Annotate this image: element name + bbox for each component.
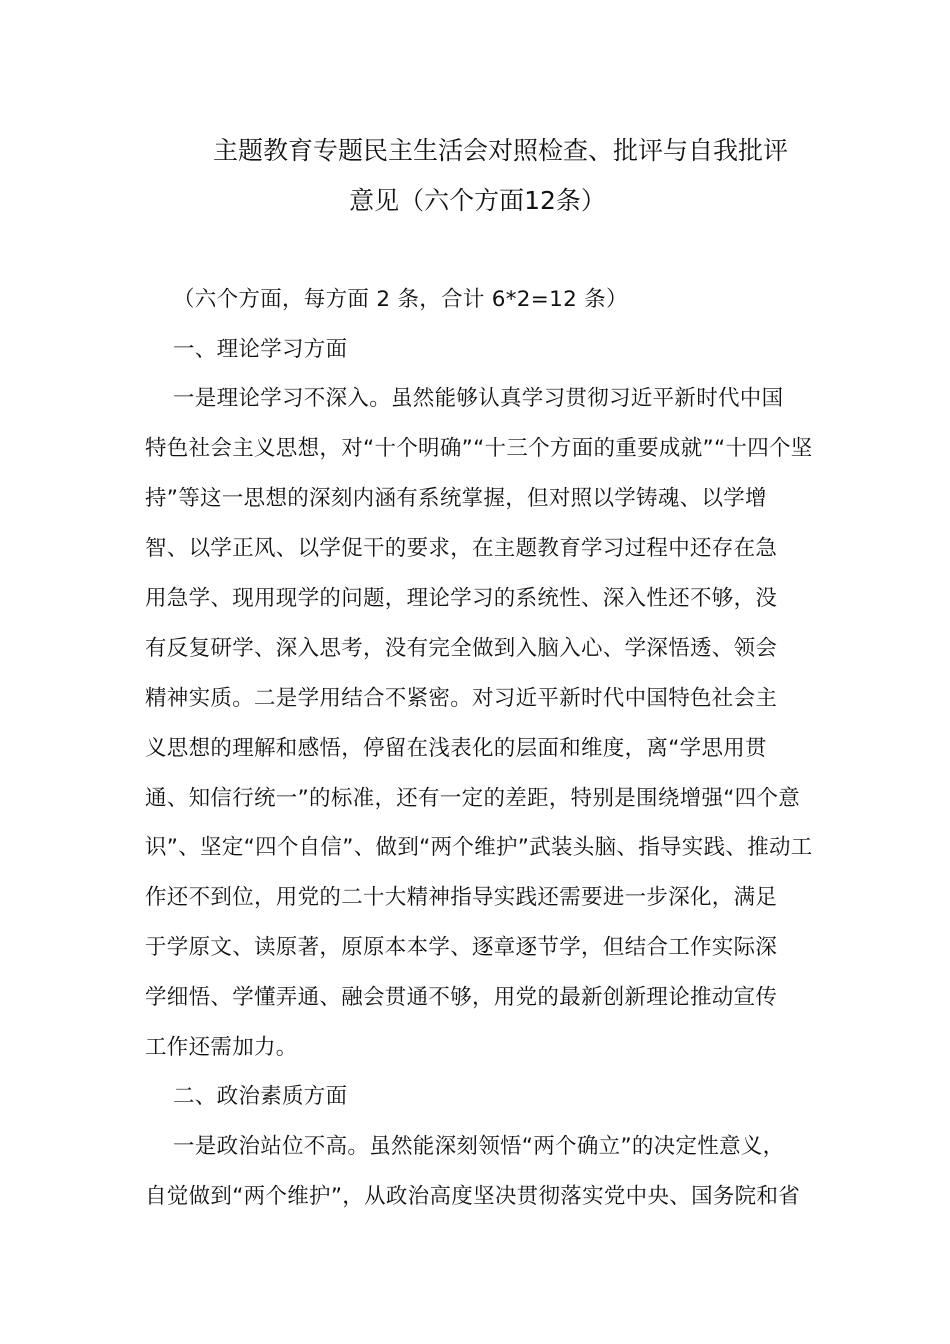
section-heading-theory: 一、理论学习方面 <box>173 337 348 362</box>
paragraph-line: 一是理论学习不深入。虽然能够认真学习贯彻习近平新时代中国 <box>173 386 784 411</box>
paragraph-line: 于学原文、读原著，原原本本学、逐章逐节学，但结合工作实际深 <box>145 935 778 960</box>
paragraph-line: 精神实质。二是学用结合不紧密。对习近平新时代中国特色社会主 <box>145 686 778 711</box>
paragraph-line: 智、以学正风、以学促干的要求，在主题教育学习过程中还存在急 <box>145 536 778 561</box>
paragraph-line: 自觉做到“两个维护”，从政治高度坚决贯彻落实党中央、国务院和省 <box>145 1184 801 1209</box>
paragraph-line: 用急学、现用现学的问题，理论学习的系统性、深入性还不够，没 <box>145 586 778 611</box>
document-subtitle: （六个方面，每方面 2 条，合计 6*2=12 条） <box>173 287 628 312</box>
paragraph-line: 识”、坚定“四个自信”、做到“两个维护”武装头脑、指导实践、推动工 <box>145 835 813 860</box>
paragraph-line: 有反复研学、深入思考，没有完全做到入脑入心、学深悟透、领会 <box>145 636 778 661</box>
paragraph-line: 持”等这一思想的深刻内涵有系统掌握，但对照以学铸魂、以学增 <box>145 486 767 511</box>
paragraph-line: 通、知信行统一”的标准，还有一定的差距，特别是围绕增强“四个意 <box>145 786 801 811</box>
paragraph-line: 工作还需加力。 <box>145 1035 298 1060</box>
paragraph-line: 学细悟、学懂弄通、融会贯通不够，用党的最新创新理论推动宣传 <box>145 985 778 1010</box>
paragraph-line: 一是政治站位不高。虽然能深刻领悟“两个确立”的决定性意义， <box>173 1134 785 1159</box>
paragraph-line: 义思想的理解和感悟，停留在浅表化的层面和维度，离“学思用贯 <box>145 736 767 761</box>
paragraph-line: 作还不到位，用党的二十大精神指导实践还需要进一步深化，满足 <box>145 885 778 910</box>
document-title-line1: 主题教育专题民主生活会对照检查、批评与自我批评 <box>212 136 788 165</box>
paragraph-line: 特色社会主义思想，对“十个明确”“十三个方面的重要成就”“十四个坚 <box>145 436 813 461</box>
document-title-line2: 意见（六个方面12条） <box>349 186 606 215</box>
section-heading-political: 二、政治素质方面 <box>173 1084 348 1109</box>
